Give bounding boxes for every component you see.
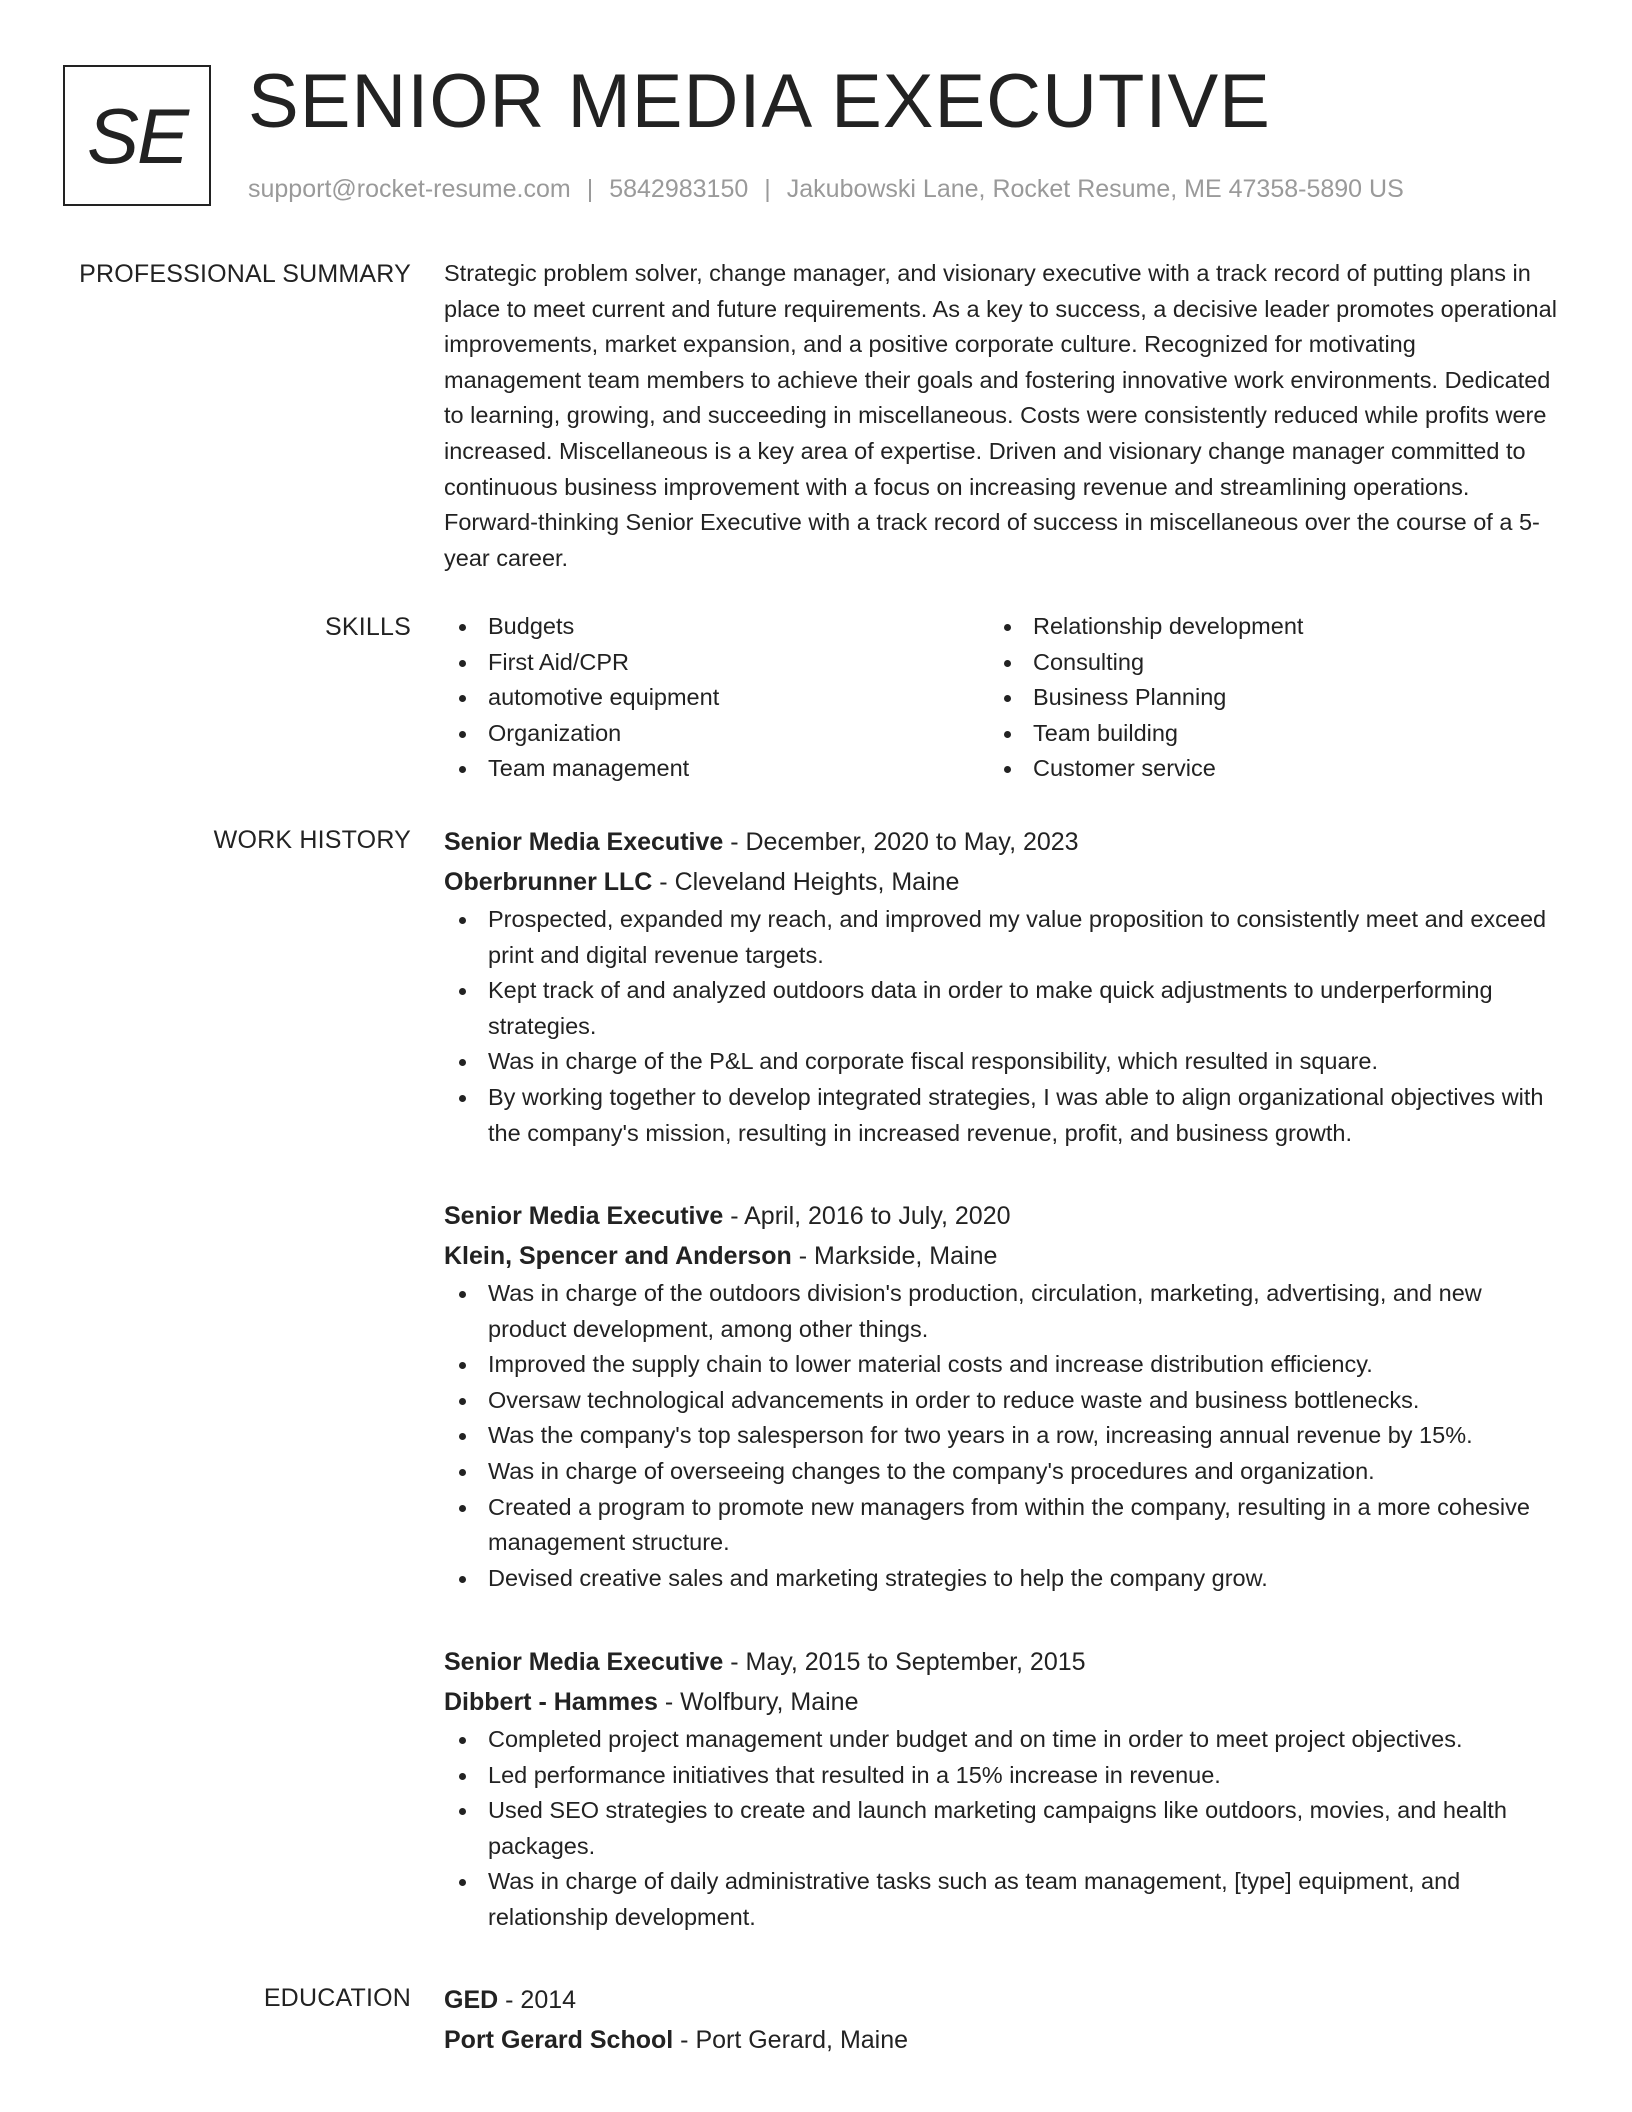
job-bullet: Was in charge of the P&L and corporate fiscal responsibility, which resulted in square. [444,1044,1559,1080]
job-bullet: Led performance initiatives that resulted in a 15% increase in revenue. [444,1758,1559,1794]
job-dates: - May, 2015 to September, 2015 [730,1648,1086,1676]
education-degree-line [444,1980,1559,2020]
job-bullet: Improved the supply chain to lower material costs and increase distribution efficiency. [444,1347,1559,1383]
skills-body [444,609,1559,787]
skill-item: Business Planning [989,680,1534,716]
skills-list-left [444,609,989,787]
monogram-initials: SE [86,91,188,180]
contact-line [248,174,1404,204]
job-bullets [444,1722,1559,1936]
skill-item: automotive equipment [444,680,989,716]
skill-item: Consulting [989,645,1534,681]
summary-body [444,256,1559,576]
job-bullet: Was in charge of daily administrative tasks such as team management, [type] equipment, and relationship development. [444,1864,1559,1935]
skill-item: Team management [444,751,989,787]
job-bullets [444,902,1559,1151]
job-title-line [444,1642,1559,1682]
job-entry [444,1642,1559,1936]
summary-heading: PROFESSIONAL SUMMARY [79,260,411,288]
job-bullet: Created a program to promote new managers from within the company, resulting in a more cohesive management structure. [444,1490,1559,1561]
job-bullet: Was the company's top salesperson for two years in a row, increasing annual revenue by 15%. [444,1418,1559,1454]
education-degree: GED [444,1986,499,2014]
education-year: - 2014 [505,1986,577,2014]
job-bullet: Was in charge of overseeing changes to the company's procedures and organization. [444,1454,1559,1490]
job-bullet: Kept track of and analyzed outdoors data in order to make quick adjustments to underperforming strategies. [444,973,1559,1044]
job-dates: - April, 2016 to July, 2020 [730,1202,1011,1230]
skill-item: Budgets [444,609,989,645]
skills-list-right [989,609,1534,787]
job-company-line [444,1682,1559,1722]
job-company: Oberbrunner LLC [444,868,653,896]
job-bullet: Completed project management under budget and on time in order to meet project objectives. [444,1722,1559,1758]
education-school: Port Gerard School [444,2026,674,2054]
resume-title: SENIOR MEDIA EXECUTIVE [248,59,1271,144]
job-bullet: Devised creative sales and marketing strategies to help the company grow. [444,1561,1559,1597]
skill-item: Team building [989,716,1534,752]
job-company: Dibbert - Hammes [444,1688,658,1716]
contact-separator: | [764,175,771,203]
job-title-line [444,1196,1559,1236]
job-bullet: Was in charge of the outdoors division's production, circulation, marketing, advertising, and new product development, among other things. [444,1276,1559,1347]
job-bullets [444,1276,1559,1596]
job-location: - Markside, Maine [798,1242,998,1270]
job-title: Senior Media Executive [444,1648,724,1676]
job-bullet: Prospected, expanded my reach, and improved my value proposition to consistently meet and exceed print and digital revenue targets. [444,902,1559,973]
summary-text: Strategic problem solver, change manager, and visionary executive with a track record of putting plans in place to meet current and future requirements. As a key to success, a decisive leader promotes operational improvements, market expansion, and a positive corporate culture. Recognized for motivating management team members to achieve their goals and fostering innovative work environments. Dedicated to learning, growing, and succeeding in miscellaneous. Costs were consistently reduced while profits were increased. Miscellaneous is a key area of expertise. Driven and visionary change manager committed to continuous business improvement with a focus on increasing revenue and streamlining operations. Forward-thinking Senior Executive with a track record of success in miscellaneous over the course of a 5-year career. [444,260,1557,571]
job-dates: - December, 2020 to May, 2023 [730,828,1079,856]
contact-separator: | [586,175,594,203]
contact-address: Jakubowski Lane, Rocket Resume, ME 47358-5890 US [786,175,1404,203]
job-company: Klein, Spencer and Anderson [444,1242,792,1270]
job-title-line [444,822,1559,862]
job-location: - Wolfbury, Maine [664,1688,859,1716]
job-title: Senior Media Executive [444,828,724,856]
job-company-line [444,862,1559,902]
education-location: - Port Gerard, Maine [680,2026,909,2054]
job-entry [444,1196,1559,1596]
contact-phone: 5842983150 [609,175,749,203]
contact-email: support@rocket-resume.com [248,175,571,203]
skill-item: First Aid/CPR [444,645,989,681]
skill-item: Customer service [989,751,1534,787]
skill-item: Organization [444,716,989,752]
job-bullet: Used SEO strategies to create and launch marketing campaigns like outdoors, movies, and health packages. [444,1793,1559,1864]
job-bullet: By working together to develop integrated strategies, I was able to align organizational objectives with the company's mission, resulting in increased revenue, profit, and business growth. [444,1080,1559,1151]
job-company-line [444,1236,1559,1276]
job-location: - Cleveland Heights, Maine [659,868,960,896]
skills-columns [444,609,1559,787]
education-school-line [444,2020,1559,2060]
skills-heading: SKILLS [325,613,411,641]
work-history-heading: WORK HISTORY [213,826,411,854]
job-title: Senior Media Executive [444,1202,724,1230]
monogram-box [63,65,211,206]
education-body [444,1980,1559,2060]
education-heading: EDUCATION [263,1984,411,2012]
job-bullet: Oversaw technological advancements in order to reduce waste and business bottlenecks. [444,1383,1559,1419]
job-entry [444,822,1559,1151]
skill-item: Relationship development [989,609,1534,645]
